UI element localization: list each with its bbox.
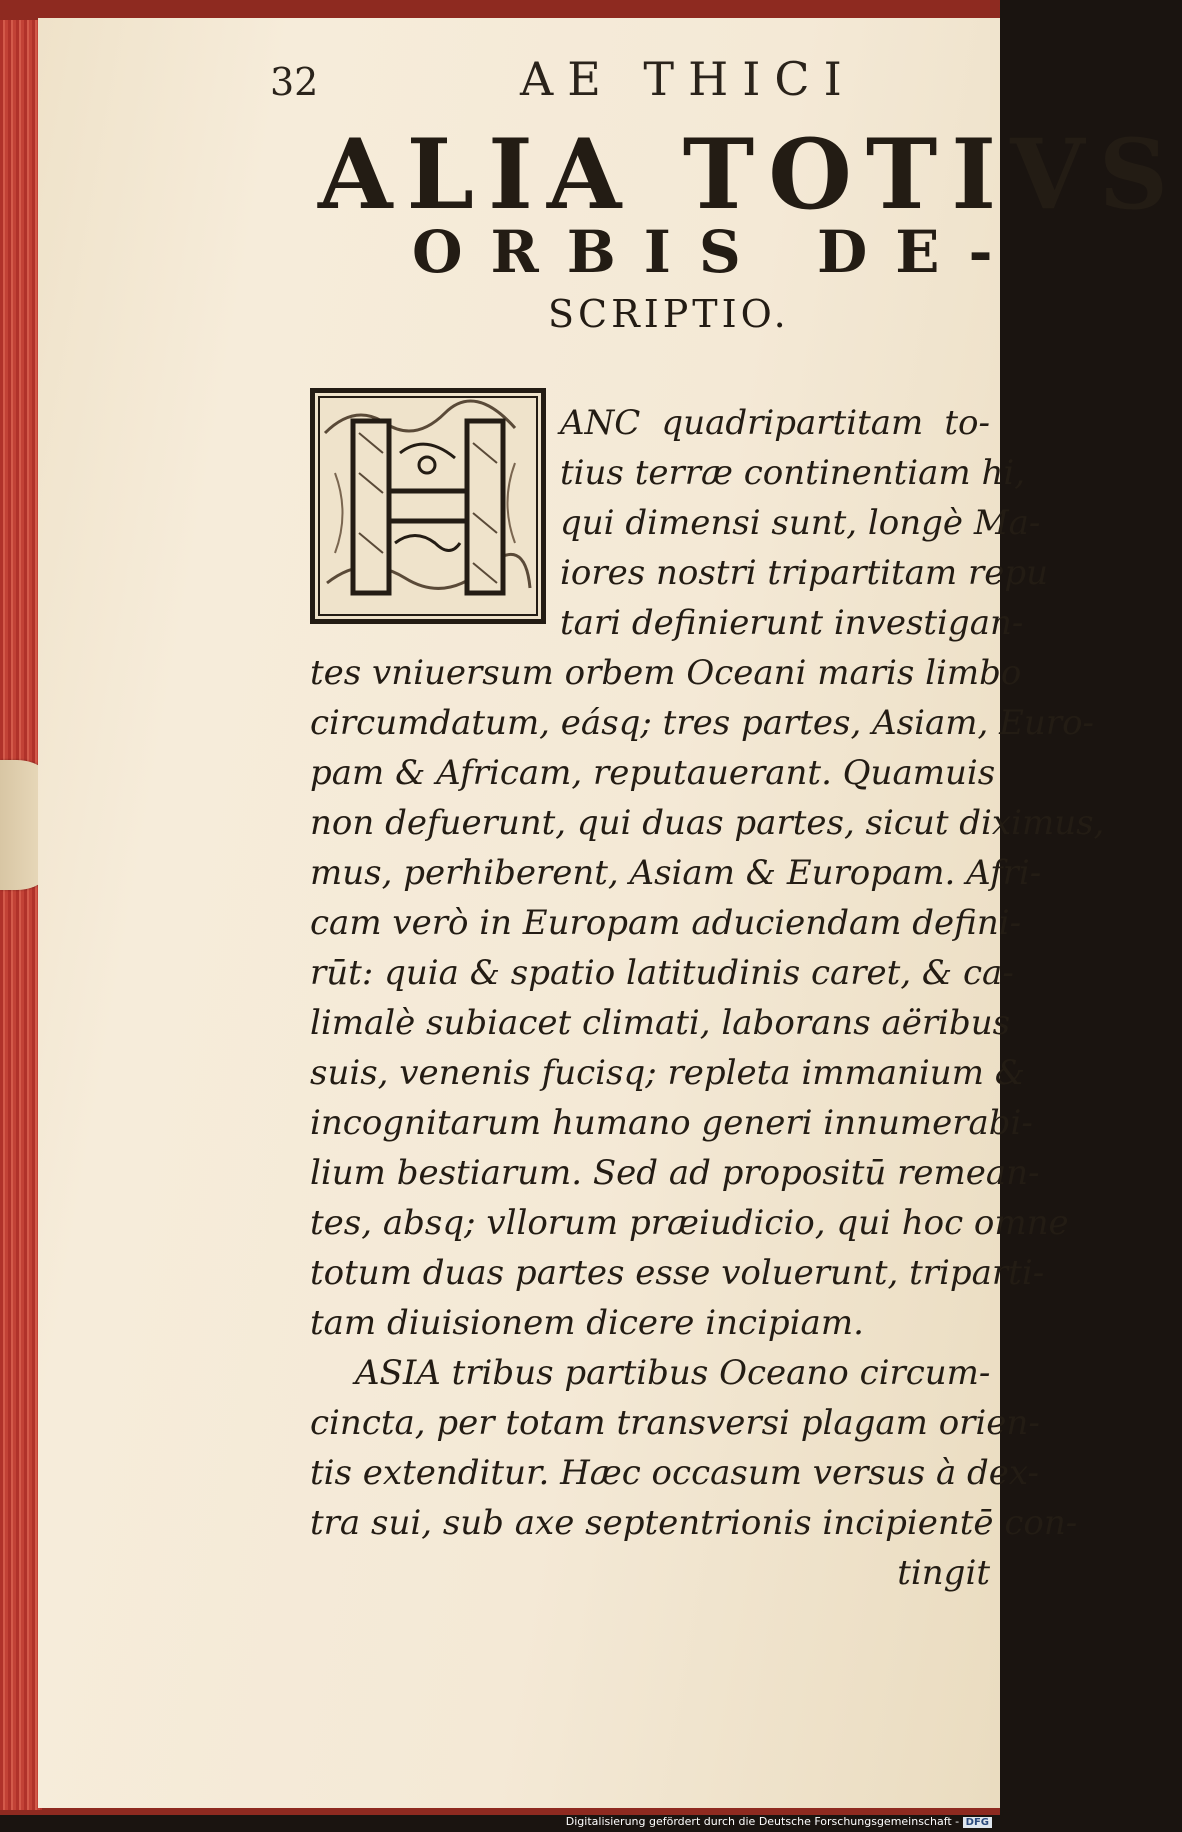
catchword: tingit [897,1553,990,1593]
body-text [310,398,1105,1598]
text-line: ASIA tribus partibus Oceano circum- [355,1353,991,1393]
text-line: suis, venenis fucisq; repleta immanium & [310,1053,1026,1093]
text-line: tes vniuersum orbem Oceani maris limbo [310,653,1022,693]
chapter-title-line-3: SCRIPTIO. [548,292,790,336]
text-line: iores nostri tripartitam repu [560,553,1049,593]
text-line: cam verò in Europam aduciendam defini- [310,903,1022,943]
text-line: non defuerunt, qui duas partes, sicut diximus, [310,803,1105,843]
chapter-title-line-1: ALIA TOTIVS [318,118,1182,231]
text-line: incognitarum humano generi innumerabi- [310,1103,1033,1143]
credit-text: Digitalisierung gefördert durch die Deutsche Forschungsgemeinschaft - [565,1815,960,1828]
text-line: qui dimensi sunt, longè Ma- [560,503,1041,543]
digitization-credit [566,1815,992,1828]
text-line: tari definierunt investigan- [560,603,1024,643]
text-line: mus, perhiberent, Asiam & Europam. Afri- [310,853,1042,893]
text-line: cincta, per totam transversi plagam orien- [310,1403,1040,1443]
page-number: 32 [270,60,319,104]
text-line: limalè subiacet climati, laborans aëribus [310,1003,1011,1043]
text-line: circumdatum, eásq; tres partes, Asiam, Euro- [310,703,1095,743]
dfg-logo-icon: DFG [963,1817,992,1828]
text-line: tius terræ continentiam hi, [560,453,1026,493]
text-line: tis extenditur. Hæc occasum versus à dex- [310,1453,1039,1493]
text-line: rūt: quia & spatio latitudinis caret, & ca- [310,953,1014,993]
text-line: tra sui, sub axe septentrionis incipientē con- [310,1503,1078,1543]
chapter-title-line-2: ORBIS DE- [412,218,1021,286]
page-edge-red [0,20,42,1810]
running-head: AE THICI [520,52,856,106]
text-line: ANC quadripartitam to- [560,403,990,443]
text-line: tam diuisionem dicere incipiam. [310,1303,864,1343]
text-line: pam & Africam, reputauerant. Quamuis [310,753,996,793]
text-line: tes, absq; vllorum præiudicio, qui hoc omne [310,1203,1069,1243]
text-line: totum duas partes esse voluerunt, triparti- [310,1253,1045,1293]
text-line: lium bestiarum. Sed ad propositū remean- [310,1153,1040,1193]
